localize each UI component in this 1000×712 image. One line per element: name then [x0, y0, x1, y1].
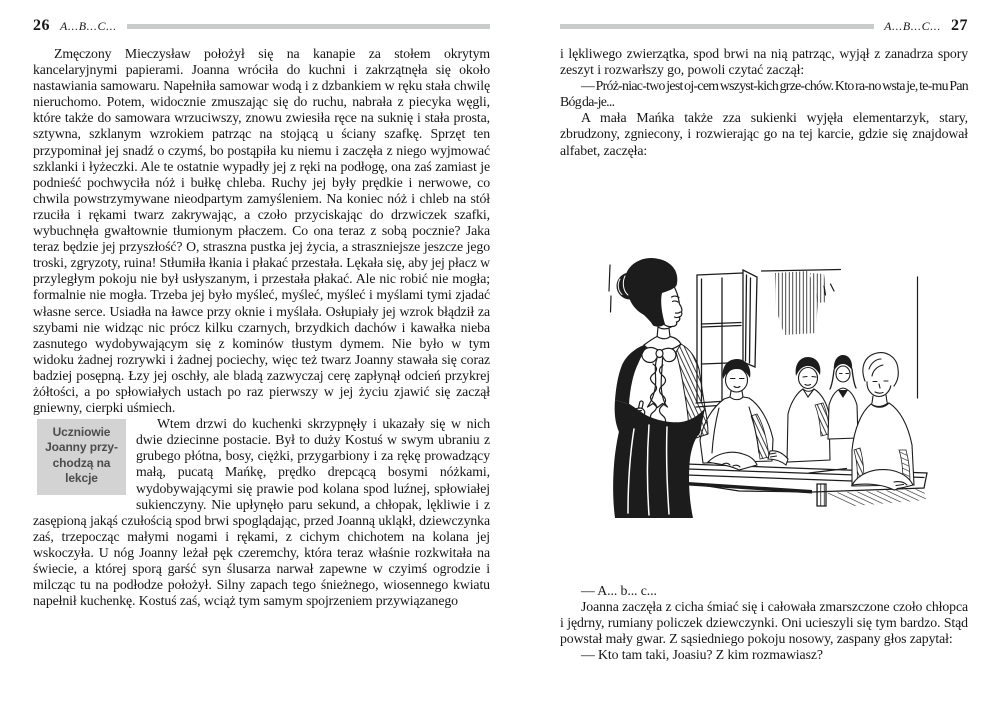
page-number: 26: [33, 17, 50, 34]
page-number: 27: [951, 17, 968, 34]
body-paragraph: A mała Mańka także zza sukienki wyjęła elementarzyk, stary, zbrudzony, zgniecony, i rozwierając go na tej karcie, gdzie się znajdował alfabet, zaczęła:: [560, 110, 968, 158]
header-rule: [127, 24, 490, 29]
body-paragraph: Zmęczony Mieczysław położył się na kanapie za stołem okrytym kancelaryjnymi papierami. Joanna wróciła do kuchni i zakrzątnęła się około nastawiania samowaru. Napełniła samowar wodą i z dzbankiem w ręku stała chwilę nieruchomo. Potem, widocznie zmuszając się do ruchu, nabrała z piecyka węgli, które także do samowara wrzuciwszy, znowu zwiesiła ręce na suknię i stała prosta, sztywna, szklanym wzrokiem patrząc na stojącą u ściany szafkę. Sprzęt ten przypominał jej snadź o czymś, bo postąpiła ku niemu i zaczęła z niego wyjmować szklanki i łyżeczki. Ale te ostatnie wypadły jej z ręki na podłogę, ona zaś zamiast je podnieść pochwyciła nóż i bułkę chleba. Ruchy jej były prędkie i nerwowe, co chwila powstrzymywane nieodpartym zamyśleniem. Na koniec nóż i chleb na stół rzuciła i rękami twarz zakrywając, a czoło przyciskając do drzwiczek szafki, wybuchnęła gwałtownie tłumionym płaczem. Co ona teraz z sobą pocznie? Jaka teraz będzie jej przyszłość? O, straszna pustka jej życia, a straszniejsze jeszcze jego troski, zgryzoty, ruina! Stłumiła łkania i płakać przestała. Lękała się, aby jej płacz w przyległym pokoju nie był usłyszanym, i przestała płakać. Ale nic robić nie mogła; formalnie nie mogła. Trzeba jej było myśleć, myśleć, myśleć i myślami tymi zjadać własne serce. Usiadła na ławce przy oknie i myślała. Osłupiały jej wzrok błądził za szybami nie widząc nic prócz kilku czarnych, brzydkich dachów i kawałka nieba zasnutego wydobywającym się z kominów tłustym dymem. Nie było w tym widoku żadnej rozrywki i żadnej pociechy, więc też twarz Joanny stawała się coraz badziej posępną. Łzy jej oschły, ale bladą zazwyczaj cerę zapłynął odcień przykrej żółtości, a po spłowiałych ustach po raz pierwszy w jej życiu zjawić się zaczął gniewny, cierpki uśmiech.: [33, 46, 490, 416]
running-title: A...B...C...: [884, 18, 941, 33]
margin-note-line: chodzą na: [52, 455, 111, 470]
classroom-illustration: [574, 238, 952, 544]
left-page: [33, 18, 490, 609]
margin-note-line: Uczniowie: [52, 425, 111, 440]
right-page-body: [560, 46, 968, 663]
header-rule: [560, 24, 874, 29]
body-paragraph: Joanna zaczęła z cicha śmiać się i całowała zmarszczone czoło chłopca i jędrny, rumiany policzek dziewczynki. Oni ucieszyli się tym bardzo. Stąd powstał mały gwar. Z sąsiedniego pokoju nosowy, zaspany głos zapytał:: [560, 598, 968, 646]
left-page-header: [33, 18, 490, 34]
right-page-header: [560, 18, 968, 34]
right-page: [560, 18, 968, 663]
margin-note: [37, 419, 126, 495]
dialogue-line: — Próż-niac-two jest oj-cem wszyst-kich grze-chów. Kto ra-no wsta je, te-mu Pan Bóg da-je...: [560, 78, 968, 110]
dialogue-line: — A... b... c...: [581, 582, 657, 598]
margin-note-line: lekcje: [65, 471, 98, 486]
running-title: A...B...C...: [60, 18, 117, 33]
window: [696, 270, 757, 407]
left-page-body: [33, 46, 490, 609]
body-paragraph: i lękliwego zwierzątka, spod brwi na nią patrząc, wyjął z zanadrza spory zeszyt i rozwarłszy go, powoli czytać zaczął:: [560, 46, 968, 78]
body-paragraph: Wtem drzwi do kuchenki skrzypnęły i ukazały się w nich dwie dziecinne postacie. Był to duży Kostuś w swym ubraniu z grubego płótna, bosy, ciężki, przygarbiony i za rękę prowadzący małą, pucatą Mańkę, prędko drepcącą bosymi nóżkami, wydobywającymi się prawie pod kolana spod luźnej, spłowiałej sukienczyny. Nie upłynęło paru sekund, a chłopak, lękliwie i z zasępioną jakąś czułością spod brwi spoglądając, przed Joanną ukląkł, dziewczynka zaś, trzepocząc małymi nogami i rękami, z cichym chichotem na kolana jej wskoczyła. U nóg Joanny leżał pęk czeremchy, która teraz właśnie rozkwitała na świecie, a której sporą garść syn ślusarza narwał zapewne w czyimś ogrodzie i milcząc tu na podłodze położył. Silny zapach tego śnieżnego, wiosennego kwiatu napełnił kuchenkę. Kostuś zaś, wciąż tym samym spojrzeniem przywiązanego: [33, 416, 490, 609]
dialogue-line: — Kto tam taki, Joasiu? Z kim rozmawiasz?: [581, 647, 823, 663]
margin-note-line: Joanny przy-: [45, 440, 118, 455]
